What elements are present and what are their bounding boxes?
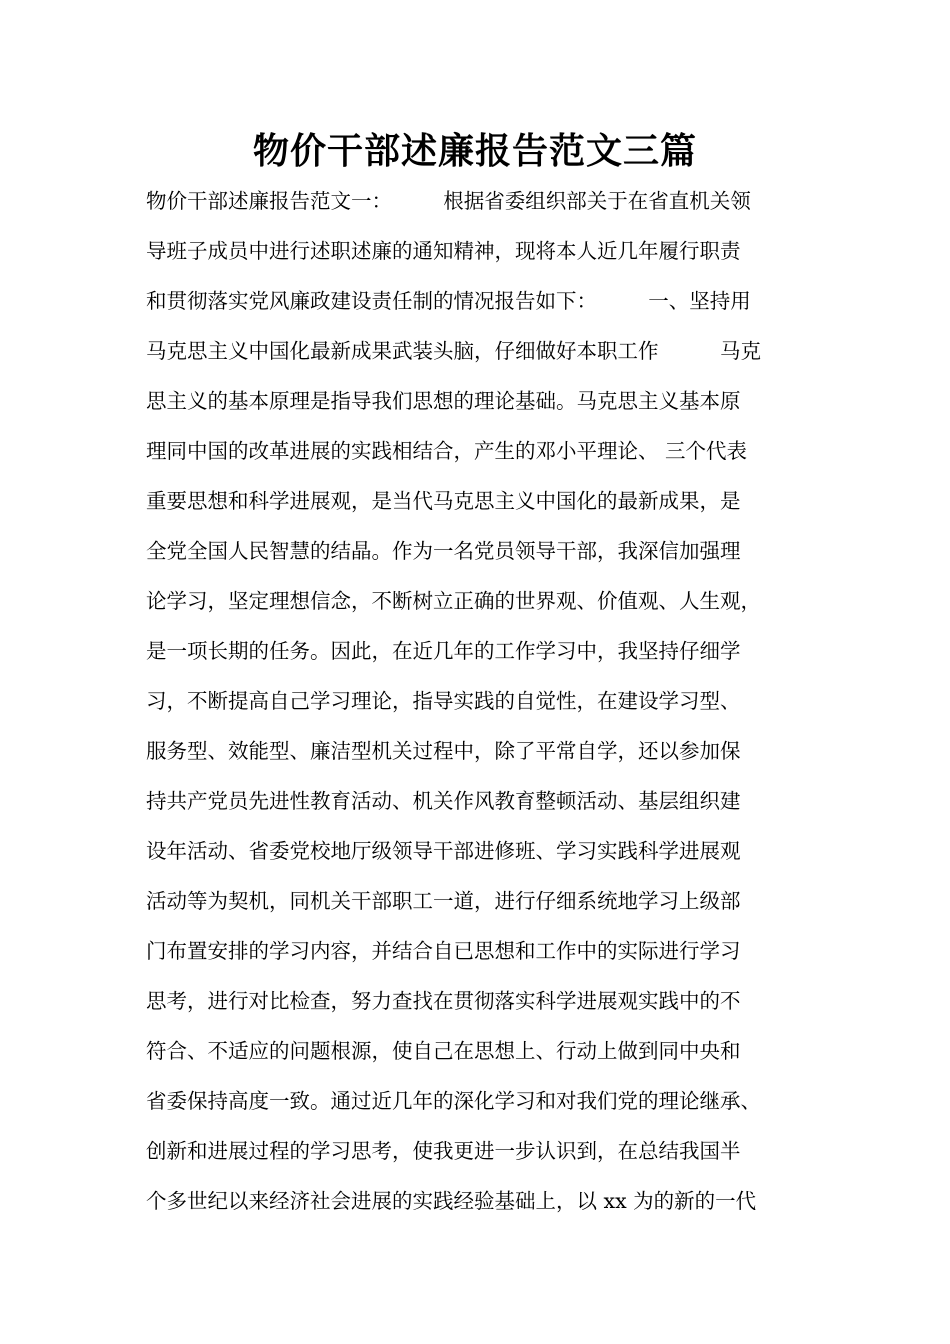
body-line: 门布置安排的学习内容，并结合自已思想和工作中的实际进行学习 [146, 939, 741, 963]
body-line: 全党全国人民智慧的结晶。作为一名党员领导干部，我深信加强理 [146, 539, 741, 563]
body-line: 符合、不适应的问题根源，使自己在思想上、行动上做到同中央和 [146, 1039, 741, 1063]
body-line: 是一项长期的任务。因此，在近几年的工作学习中，我坚持仔细学 [146, 639, 741, 663]
body-line: 和贯彻落实党风廉政建设责任制的情况报告如下： 一、坚持用 [146, 289, 751, 313]
body-line: 省委保持高度一致。通过近几年的深化学习和对我们党的理论继承、 [146, 1089, 761, 1113]
body-line: 活动等为契机，同机关干部职工一道，进行仔细系统地学习上级部 [146, 889, 741, 913]
body-line: 创新和进展过程的学习思考，使我更进一步认识到，在总结我国半 [146, 1139, 741, 1163]
body-line: 马克思主义中国化最新成果武装头脑，仔细做好本职工作 马克 [146, 339, 761, 363]
body-line: 物价干部述廉报告范文一： 根据省委组织部关于在省直机关领 [146, 189, 751, 213]
body-line: 论学习，坚定理想信念，不断树立正确的世界观、价值观、人生观， [146, 589, 761, 613]
body-line: 服务型、效能型、廉洁型机关过程中，除了平常自学，还以参加保 [146, 739, 741, 763]
body-line: 思主义的基本原理是指导我们思想的理论基础。马克思主义基本原 [146, 389, 741, 413]
body-line: 思考，进行对比检查，努力查找在贯彻落实科学进展观实践中的不 [146, 989, 741, 1013]
body-line: 重要思想和科学进展观，是当代马克思主义中国化的最新成果，是 [146, 489, 741, 513]
body-line: 理同中国的改革进展的实践相结合，产生的邓小平理论、 三个代表 [146, 439, 748, 463]
body-line: 个多世纪以来经济社会进展的实践经验基础上，以 xx 为的新的一代 [146, 1189, 757, 1213]
document-title: 物价干部述廉报告范文三篇 [252, 131, 697, 172]
body-line: 习，不断提高自己学习理论，指导实践的自觉性，在建设学习型、 [146, 689, 741, 713]
body-line: 导班子成员中进行述职述廉的通知精神，现将本人近几年履行职责 [146, 239, 741, 263]
document-body [146, 176, 816, 1226]
body-line: 持共产党员先进性教育活动、机关作风教育整顿活动、基层组织建 [146, 789, 741, 813]
body-line: 设年活动、省委党校地厅级领导干部进修班、学习实践科学进展观 [146, 839, 741, 863]
